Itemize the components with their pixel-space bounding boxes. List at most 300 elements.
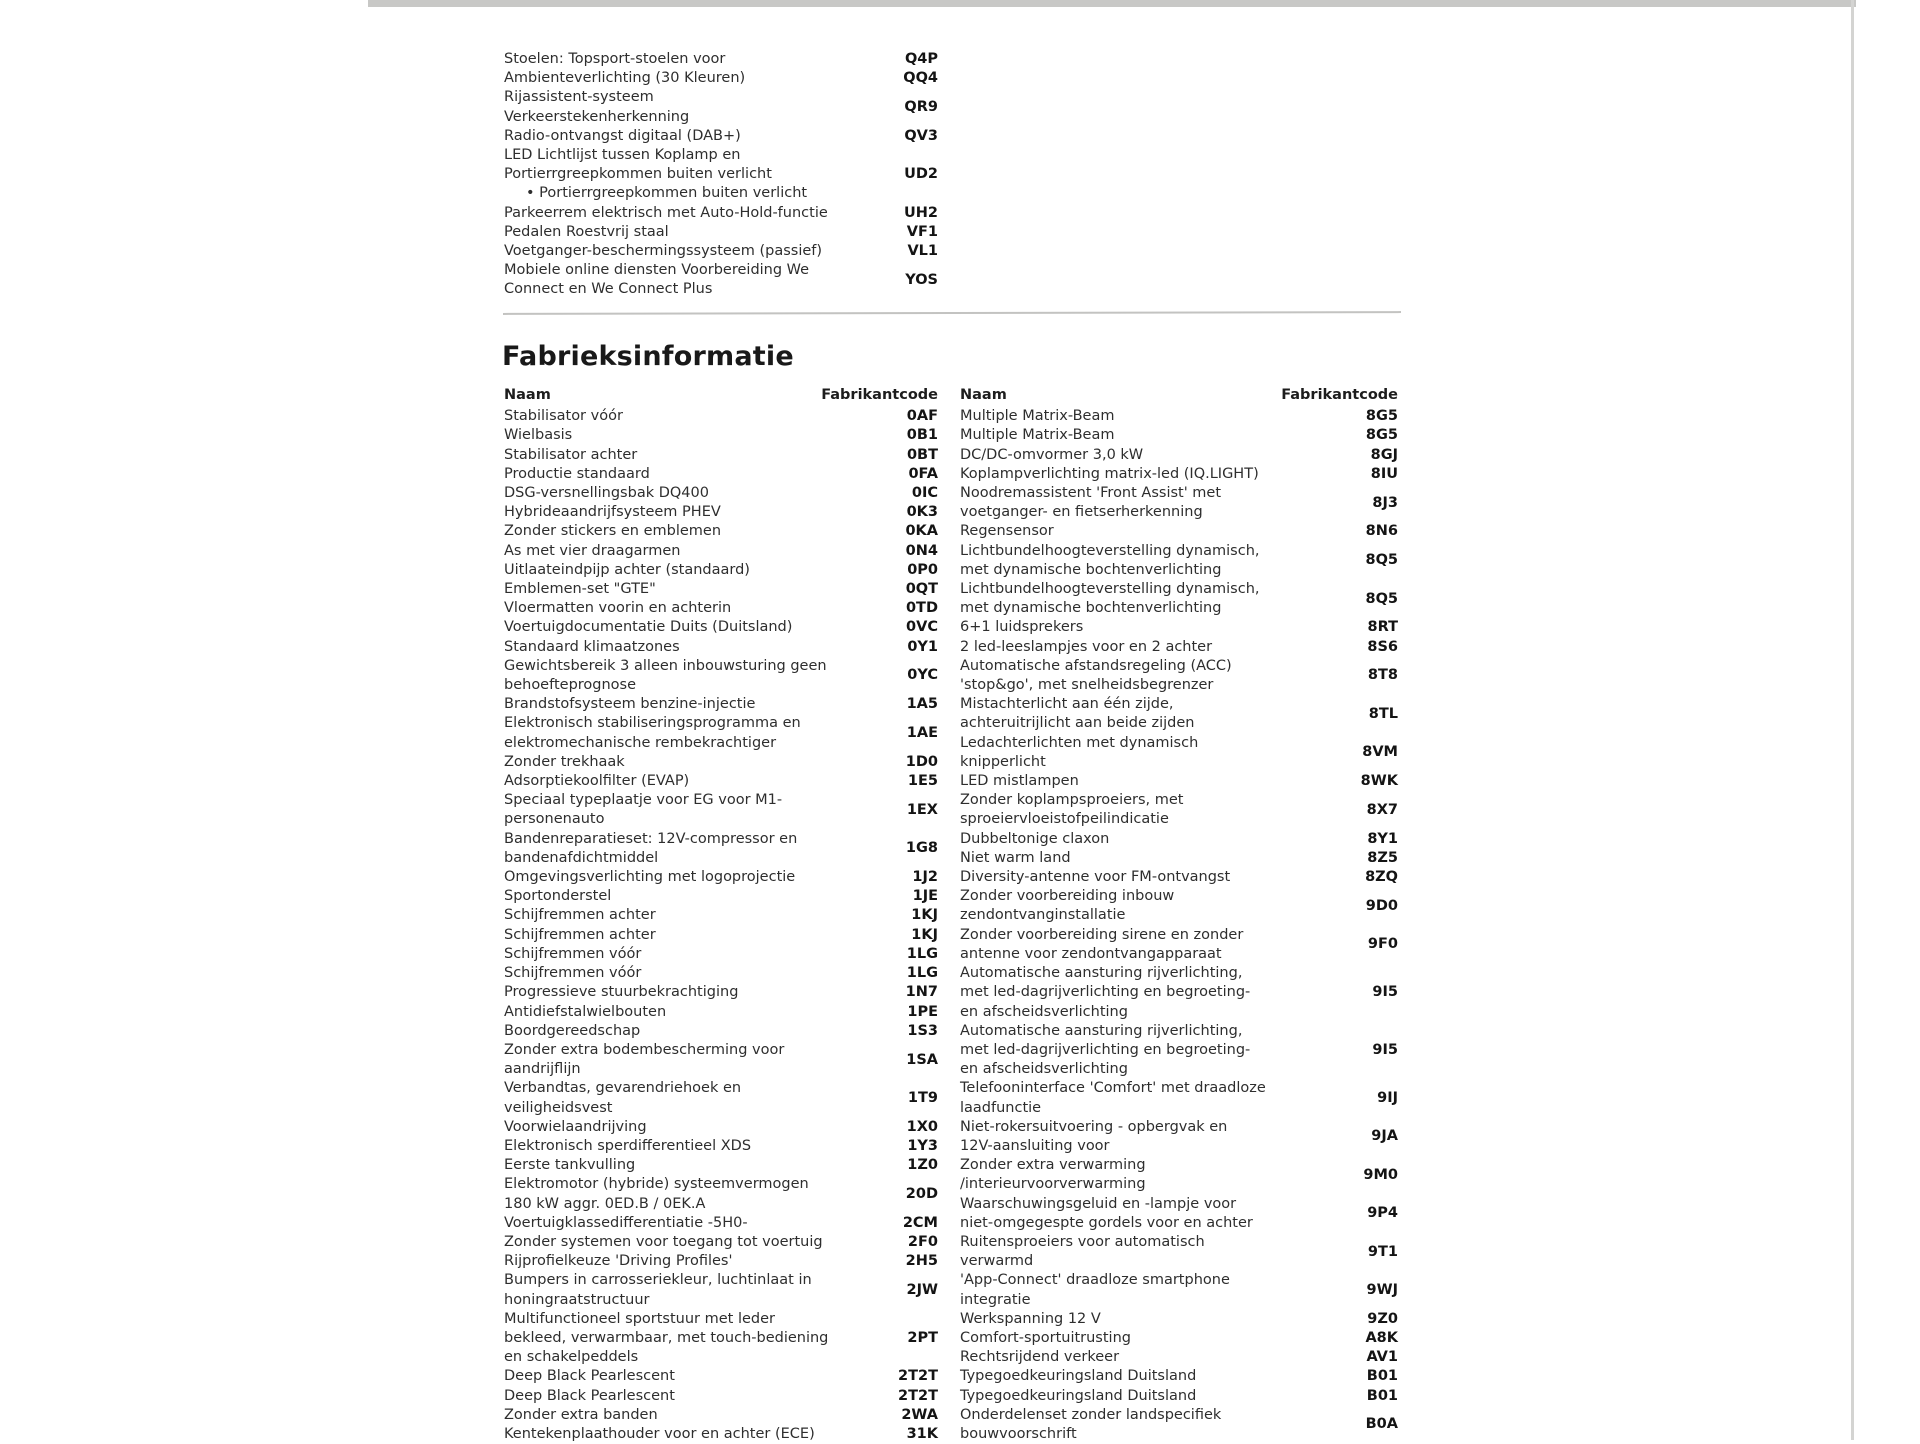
factory-code: 2T2T <box>898 1387 938 1404</box>
factory-code: 1LG <box>906 945 938 962</box>
feature-name-line: Deep Black Pearlescent <box>504 1387 675 1404</box>
feature-name-line: Verbandtas, gevarendriehoek en <box>504 1080 742 1097</box>
feature-name <box>504 695 864 714</box>
feature-name <box>960 1022 1320 1080</box>
feature-name-line: Zonder trekhaak <box>504 753 625 770</box>
feature-name <box>504 983 864 1002</box>
feature-name <box>504 50 896 69</box>
feature-name <box>504 599 864 618</box>
factory-code: 1KJ <box>911 926 938 943</box>
feature-name-line: met led-dagrijverlichting en begroeting- <box>960 1041 1251 1058</box>
feature-name-line: Rechtsrijdend verkeer <box>960 1349 1120 1366</box>
factory-code: 1S3 <box>907 1022 938 1039</box>
table-row <box>960 1310 1398 1329</box>
feature-name-line: Zonder extra banden <box>504 1406 658 1423</box>
feature-name <box>504 1310 864 1368</box>
table-row <box>504 1387 938 1406</box>
feature-name <box>960 1118 1320 1156</box>
feature-name-line: Waarschuwingsgeluid en -lampje voor <box>960 1195 1237 1212</box>
factory-code: 0IC <box>911 485 938 502</box>
feature-name-line: Bumpers in carrosseriekleur, luchtinlaat in <box>504 1272 812 1289</box>
table-row <box>960 1195 1398 1233</box>
factory-code: 8RT <box>1367 619 1398 636</box>
feature-name-line: Stabilisator vóór <box>504 408 623 425</box>
factory-code: 0VC <box>906 619 938 636</box>
table-row <box>504 772 938 791</box>
factory-code: 2WA <box>901 1406 938 1423</box>
feature-name-line: verwarmd <box>960 1253 1034 1270</box>
table-row <box>960 580 1398 618</box>
feature-name <box>960 1195 1320 1233</box>
table-row <box>960 446 1398 465</box>
feature-name-line: 6+1 luidsprekers <box>960 619 1084 636</box>
feature-sub-bullet: • Portierrgreepkommen buiten verlicht <box>526 185 808 202</box>
feature-name-line: Niet warm land <box>960 849 1071 866</box>
factory-code: QR9 <box>904 99 938 115</box>
page-title: Fabrieksinformatie <box>502 341 794 372</box>
feature-name <box>960 446 1320 465</box>
feature-name <box>504 1137 864 1156</box>
table-row <box>960 772 1398 791</box>
table-row <box>960 695 1398 733</box>
feature-name-line: Werkspanning 12 V <box>960 1310 1101 1327</box>
factory-code: 1EX <box>906 801 938 818</box>
table-row <box>504 1156 938 1175</box>
feature-name <box>504 446 864 465</box>
feature-name-line: Pedalen Roestvrij staal <box>504 223 669 240</box>
feature-name-line: behoefteprognose <box>504 677 637 694</box>
feature-name-line: antenne voor zendontvangapparaat <box>960 945 1222 962</box>
feature-name-line: Stoelen: Topsport-stoelen voor <box>504 51 726 67</box>
table-row <box>960 1118 1398 1156</box>
table-row <box>504 714 938 752</box>
factory-code: 9WJ <box>1366 1281 1398 1298</box>
factory-code: 9M0 <box>1363 1166 1398 1183</box>
feature-name <box>504 887 864 906</box>
factory-code: 31K <box>906 1425 938 1442</box>
factory-code: UD2 <box>904 166 938 183</box>
feature-name <box>504 1041 864 1079</box>
feature-name-line: Verkeerstekenherkenning <box>504 108 690 125</box>
factory-code: 9I5 <box>1372 1041 1398 1058</box>
factory-code: 0KA <box>905 523 938 540</box>
table-row <box>960 830 1398 849</box>
table-row <box>960 1329 1398 1348</box>
feature-name-line: Antidiefstalwielbouten <box>504 1003 667 1020</box>
feature-name-line: Noodremassistent 'Front Assist' met <box>960 485 1222 502</box>
table-row <box>960 407 1398 426</box>
table-row <box>960 465 1398 484</box>
feature-name <box>504 88 896 126</box>
feature-name-line: Kentekenplaathouder voor en achter (ECE) <box>504 1425 815 1442</box>
factory-code: B01 <box>1366 1368 1398 1385</box>
feature-name-line: achteruitrijlicht aan beide zijden <box>960 715 1195 732</box>
feature-name-line: Typegoedkeuringsland Duitsland <box>960 1387 1197 1404</box>
factory-code: 9IJ <box>1377 1089 1398 1106</box>
feature-name <box>960 734 1320 772</box>
feature-name-line: Voorwielaandrijving <box>504 1118 647 1135</box>
factory-code: 8IU <box>1370 465 1398 482</box>
scan-edge-top-strip <box>368 0 1856 7</box>
factory-code: 9JA <box>1371 1128 1398 1145</box>
feature-name <box>960 1387 1320 1406</box>
feature-name-line: Gewichtsbereik 3 alleen inbouwsturing geen <box>504 657 827 674</box>
feature-name <box>504 522 864 541</box>
feature-name <box>504 714 864 752</box>
feature-name-line: Lichtbundelhoogteverstelling dynamisch, <box>960 581 1260 598</box>
feature-name <box>504 964 864 983</box>
table-row <box>504 522 938 541</box>
factory-code: 8G5 <box>1365 427 1398 444</box>
feature-name <box>504 580 864 599</box>
feature-name-line: Multifunctioneel sportstuur met leder <box>504 1310 775 1327</box>
table-row <box>504 1137 938 1156</box>
table-row <box>960 542 1398 580</box>
factory-code: QV3 <box>904 127 938 144</box>
table-row <box>504 1367 938 1386</box>
factory-code: 9Z0 <box>1367 1310 1398 1327</box>
feature-name <box>504 484 864 503</box>
feature-name-line: Uitlaateindpijp achter (standaard) <box>504 561 750 578</box>
factory-code: 0QT <box>905 581 938 598</box>
table-row <box>504 830 938 868</box>
factory-code: 1JE <box>912 888 938 905</box>
feature-name <box>504 223 896 242</box>
feature-name <box>960 465 1320 484</box>
factory-code: 8S6 <box>1367 638 1398 655</box>
feature-name-line: bouwvoorschrift <box>960 1425 1077 1442</box>
column-header-naam: Naam <box>960 387 1007 403</box>
feature-name-line: elektromechanische rembekrachtiger <box>504 734 777 751</box>
feature-name-line: Onderdelenset zonder landspecifiek <box>960 1406 1222 1423</box>
column-header-naam: Naam <box>504 387 551 403</box>
feature-name <box>960 926 1320 964</box>
factory-code: 1A5 <box>906 696 938 713</box>
feature-name <box>960 638 1320 657</box>
factory-code: 8N6 <box>1365 523 1398 540</box>
table-row <box>504 1003 938 1022</box>
feature-name-line: knipperlicht <box>960 753 1046 770</box>
table-row <box>504 657 938 695</box>
feature-name <box>504 772 864 791</box>
factory-code: 20D <box>905 1185 938 1202</box>
factory-code: 0FA <box>908 465 938 482</box>
table-row <box>504 127 938 146</box>
column-header-fabrikantcode: Fabrikantcode <box>1281 387 1398 403</box>
table-row <box>960 522 1398 541</box>
feature-name <box>504 830 864 868</box>
factory-code: YOS <box>905 271 938 288</box>
factory-code: 2T2T <box>898 1368 938 1385</box>
feature-name-line: Zonder extra bodembescherming voor <box>504 1041 785 1058</box>
feature-name-line: Comfort-sportuitrusting <box>960 1329 1131 1346</box>
table-row <box>504 599 938 618</box>
feature-name-line: en schakelpeddels <box>504 1349 639 1366</box>
feature-name <box>504 638 864 657</box>
feature-name-line: honingraatstructuur <box>504 1291 650 1308</box>
feature-name <box>504 242 896 261</box>
table-row <box>504 1118 938 1137</box>
feature-name-line: Productie standaard <box>504 465 650 482</box>
feature-name-line: LED mistlampen <box>960 773 1079 790</box>
factory-code: 8Z5 <box>1367 849 1398 866</box>
feature-name <box>504 1214 864 1233</box>
feature-name <box>960 1079 1320 1117</box>
feature-name <box>960 849 1320 868</box>
feature-name <box>504 926 864 945</box>
factory-code: 0TD <box>905 600 938 617</box>
factory-code: 8Q5 <box>1365 590 1398 607</box>
table-row <box>504 204 938 223</box>
table-row <box>504 1406 938 1425</box>
feature-name-line: 2 led-leeslampjes voor en 2 achter <box>960 638 1213 655</box>
feature-name-line: Sportonderstel <box>504 888 612 905</box>
feature-name-line: Deep Black Pearlescent <box>504 1368 675 1385</box>
feature-name <box>960 1271 1320 1309</box>
feature-name-line: Zonder koplampsproeiers, met <box>960 792 1184 809</box>
table-row <box>960 638 1398 657</box>
factory-code: 2F0 <box>907 1233 938 1250</box>
table-row <box>504 580 938 599</box>
factory-code: 8TL <box>1368 705 1398 722</box>
feature-name-line: voetganger- en fietserherkenning <box>960 504 1203 521</box>
factory-code: 8Y1 <box>1367 830 1398 847</box>
feature-name-line: Eerste tankvulling <box>504 1157 636 1174</box>
feature-name <box>504 791 864 829</box>
feature-name <box>504 503 864 522</box>
feature-name-line: integratie <box>960 1291 1031 1308</box>
table-row <box>504 50 938 69</box>
feature-name-line: Multiple Matrix-Beam <box>960 408 1115 425</box>
feature-name <box>504 69 896 88</box>
feature-name-line: met dynamische bochtenverlichting <box>960 561 1222 578</box>
table-row <box>960 1348 1398 1367</box>
feature-name <box>960 791 1320 829</box>
feature-name <box>504 127 896 146</box>
table-row <box>960 657 1398 695</box>
feature-name <box>504 204 896 223</box>
table-row <box>504 926 938 945</box>
factory-code: QQ4 <box>903 70 938 87</box>
table-row <box>960 484 1398 522</box>
table-row <box>504 638 938 657</box>
feature-name <box>960 407 1320 426</box>
factory-code: 1Z0 <box>907 1157 938 1174</box>
factory-code: 8GJ <box>1370 446 1398 463</box>
factory-code: 1T9 <box>907 1089 938 1106</box>
table-row <box>504 484 938 503</box>
table-row <box>504 618 938 637</box>
table-row <box>504 964 938 983</box>
feature-name-line: Schijfremmen vóór <box>504 945 642 962</box>
feature-name <box>504 1271 864 1309</box>
factory-code: B01 <box>1366 1387 1398 1404</box>
feature-name-line: Emblemen-set "GTE" <box>504 581 656 598</box>
feature-name-line: Zonder systemen voor toegang tot voertuig <box>504 1233 823 1250</box>
feature-name-line: Rijprofielkeuze 'Driving Profiles' <box>504 1253 733 1270</box>
feature-name <box>504 1252 864 1271</box>
table-row <box>504 542 938 561</box>
feature-name-line: laadfunctie <box>960 1099 1042 1116</box>
feature-name-line: DSG-versnellingsbak DQ400 <box>504 485 709 502</box>
feature-name-line: Speciaal typeplaatje voor EG voor M1- <box>504 792 783 809</box>
feature-name-line: veiligheidsvest <box>504 1099 613 1116</box>
factory-code: 9F0 <box>1367 936 1398 953</box>
feature-name-line: Niet-rokersuitvoering - opbergvak en <box>960 1118 1228 1135</box>
table-row <box>960 964 1398 1022</box>
feature-name-line: personenauto <box>504 811 605 828</box>
feature-name-line: Connect en We Connect Plus <box>504 281 713 298</box>
feature-name <box>504 261 896 299</box>
feature-name-line: Ledachterlichten met dynamisch <box>960 734 1199 751</box>
feature-name <box>960 1406 1320 1444</box>
factory-code: 1AE <box>906 725 938 742</box>
feature-name <box>504 407 864 426</box>
factory-code: 1E5 <box>907 773 938 790</box>
feature-name-line: Elektronisch stabiliseringsprogramma en <box>504 715 801 732</box>
feature-name-line: Automatische afstandsregeling (ACC) <box>960 657 1232 674</box>
table-row <box>504 983 938 1002</box>
feature-name <box>504 426 864 445</box>
feature-name-line: Regensensor <box>960 523 1054 540</box>
feature-name-line: Brandstofsysteem benzine-injectie <box>504 696 756 713</box>
factory-code: 9P4 <box>1367 1205 1398 1222</box>
feature-name-line: 12V-aansluiting voor <box>960 1137 1110 1154</box>
table-row <box>504 446 938 465</box>
factory-code: 2PT <box>907 1329 938 1346</box>
feature-name-line: Voertuigklassedifferentiatie -5H0- <box>504 1214 748 1231</box>
feature-name <box>960 1233 1320 1271</box>
feature-name-line: zendontvanginstallatie <box>960 907 1126 924</box>
feature-name <box>504 1367 864 1386</box>
table-row <box>504 1214 938 1233</box>
table-row <box>504 261 938 299</box>
factory-info-table-right <box>960 386 1398 1444</box>
feature-name <box>504 906 864 925</box>
feature-name-line: LED Lichtlijst tussen Koplamp en <box>504 147 741 164</box>
factory-code: 1SA <box>906 1051 938 1068</box>
table-row <box>504 407 938 426</box>
factory-info-table-left <box>504 386 938 1444</box>
feature-name-line: Schijfremmen achter <box>504 907 656 924</box>
feature-name-line: Boordgereedschap <box>504 1022 641 1039</box>
table-header-row <box>504 386 938 405</box>
feature-name-line: met dynamische bochtenverlichting <box>960 600 1222 617</box>
feature-name-line: Ruitensproeiers voor automatisch <box>960 1233 1205 1250</box>
feature-name-line: DC/DC-omvormer 3,0 kW <box>960 446 1144 463</box>
feature-name-line: /interieurvoorverwarming <box>960 1176 1146 1193</box>
table-row <box>504 906 938 925</box>
feature-name-line: Vloermatten voorin en achterin <box>504 600 732 617</box>
factory-code: 9D0 <box>1365 897 1398 914</box>
feature-name <box>960 1348 1320 1367</box>
factory-code: 0BT <box>906 446 938 463</box>
factory-code: 1Y3 <box>907 1137 938 1154</box>
feature-name-line: Dubbeltonige claxon <box>960 830 1110 847</box>
factory-code: 2JW <box>906 1281 938 1298</box>
table-row <box>504 945 938 964</box>
factory-code: 8ZQ <box>1365 869 1398 886</box>
factory-code: 0B1 <box>906 427 938 444</box>
feature-name-line: Bandenreparatieset: 12V-compressor en <box>504 830 798 847</box>
feature-name-line: Wielbasis <box>504 427 573 444</box>
feature-name-line: Voetganger-beschermingssysteem (passief) <box>504 243 823 260</box>
table-row <box>960 791 1398 829</box>
factory-code: 0N4 <box>905 542 938 559</box>
feature-name-line: Adsorptiekoolfilter (EVAP) <box>504 773 690 790</box>
feature-name-line: en afscheidsverlichting <box>960 1003 1128 1020</box>
feature-name <box>504 657 864 695</box>
feature-name <box>504 1233 864 1252</box>
feature-name <box>960 695 1320 733</box>
factory-code: 2H5 <box>905 1253 938 1270</box>
factory-code: A8K <box>1365 1329 1398 1346</box>
feature-name-line: met led-dagrijverlichting en begroeting- <box>960 984 1251 1001</box>
factory-code: 0K3 <box>906 504 938 521</box>
feature-name-line: Rijassistent-systeem <box>504 89 654 106</box>
feature-name-line: 'stop&go', met snelheidsbegrenzer <box>960 677 1214 694</box>
table-row <box>960 1406 1398 1444</box>
factory-code: 0YC <box>907 667 938 684</box>
feature-name-line: Automatische aansturing rijverlichting, <box>960 965 1243 982</box>
table-row <box>960 1233 1398 1271</box>
feature-name <box>960 1156 1320 1194</box>
feature-name-line: Ambienteverlichting (30 Kleuren) <box>504 70 746 87</box>
feature-name-line: Automatische aansturing rijverlichting, <box>960 1022 1243 1039</box>
table-row <box>504 1041 938 1079</box>
factory-code: UH2 <box>904 204 938 221</box>
table-row <box>960 1367 1398 1386</box>
feature-name-line: 'App-Connect' draadloze smartphone <box>960 1272 1230 1289</box>
factory-code: 1N7 <box>905 984 938 1001</box>
section-divider <box>503 311 1401 315</box>
feature-name-line: bandenafdichtmiddel <box>504 849 659 866</box>
table-row <box>504 791 938 829</box>
factory-code: 9I5 <box>1372 984 1398 1001</box>
table-row <box>504 868 938 887</box>
table-row <box>960 1387 1398 1406</box>
factory-code: 8VM <box>1362 744 1398 761</box>
feature-name <box>504 465 864 484</box>
scan-edge-right-line <box>1851 0 1854 1440</box>
feature-name <box>960 772 1320 791</box>
feature-name-line: As met vier draagarmen <box>504 542 681 559</box>
table-row <box>504 1252 938 1271</box>
table-row <box>504 1233 938 1252</box>
factory-code: 1X0 <box>906 1118 938 1135</box>
feature-name-line: Zonder voorbereiding sirene en zonder <box>960 926 1244 943</box>
table-header-row <box>960 386 1398 405</box>
feature-name-line: Omgevingsverlichting met logoprojectie <box>504 869 796 886</box>
feature-name <box>960 830 1320 849</box>
feature-name <box>960 522 1320 541</box>
feature-name-line: Stabilisator achter <box>504 446 638 463</box>
feature-name-line: Zonder extra verwarming <box>960 1157 1146 1174</box>
table-row <box>504 1022 938 1041</box>
feature-name-line: Koplampverlichting matrix-led (IQ.LIGHT) <box>960 465 1259 482</box>
feature-name-line: Parkeerrem elektrisch met Auto-Hold-functie <box>504 204 828 221</box>
factory-code: 8WK <box>1360 773 1398 790</box>
factory-code: 0P0 <box>907 561 938 578</box>
feature-name-line: niet-omgegespte gordels voor en achter <box>960 1214 1253 1231</box>
feature-name <box>504 1022 864 1041</box>
table-row <box>960 1156 1398 1194</box>
feature-name-line: Mobiele online diensten Voorbereiding We <box>504 262 810 279</box>
feature-name-line: Hybrideaandrijfsysteem PHEV <box>504 504 721 521</box>
table-row <box>960 1022 1398 1080</box>
factory-code: 0Y1 <box>907 638 938 655</box>
feature-name-line: Standaard klimaatzones <box>504 638 680 655</box>
